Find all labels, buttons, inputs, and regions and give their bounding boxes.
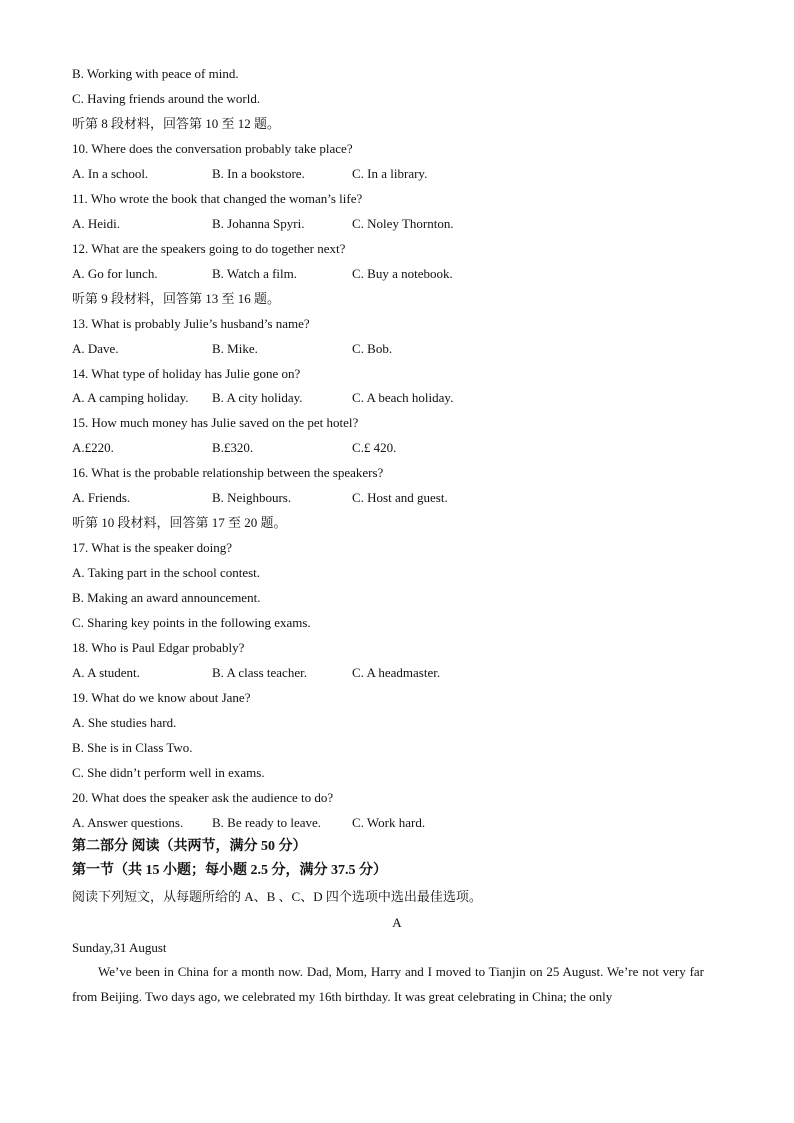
option-line: C. Having friends around the world. [72, 91, 261, 106]
option-a: A. A student. [72, 665, 140, 680]
option-b: B. Neighbours. [212, 490, 292, 505]
option-b: B. Making an award announcement. [72, 590, 261, 605]
option-c: C. Work hard. [352, 815, 426, 830]
option-c: C. A beach holiday. [352, 390, 454, 405]
option-b: B. Johanna Spyri. [212, 216, 305, 231]
section-instruction: 听第 8 段材料，回答第 10 至 12 题。 [72, 116, 281, 131]
option-c: C. A headmaster. [352, 665, 441, 680]
option-a: A. She studies hard. [72, 715, 177, 730]
section-instruction: 听第 9 段材料，回答第 13 至 16 题。 [72, 291, 281, 306]
option-c: C. Noley Thornton. [352, 216, 454, 231]
option-a: A. Dave. [72, 341, 119, 356]
option-c: C. She didn’t perform well in exams. [72, 765, 265, 780]
option-a: A. Answer questions. [72, 815, 184, 830]
option-c: C. Sharing key points in the following exams. [72, 615, 311, 630]
question-12: 12. What are the speakers going to do together next? [72, 241, 346, 256]
option-b: B. A city holiday. [212, 390, 303, 405]
option-b: B. She is in Class Two. [72, 740, 193, 755]
option-b: B. Watch a film. [212, 266, 298, 281]
question-16: 16. What is the probable relationship between the speakers? [72, 465, 384, 480]
option-a: A. Friends. [72, 490, 131, 505]
passage-paragraph: We’ve been in China for a month now. Dad, Mom, Harry and I moved to Tianjin on 25 August. We’re not very far from Beijing. Two days ago, we celebrated my 16th birthday. It was great celebrating in China; the only [72, 964, 704, 1004]
reading-instruction: 阅读下列短文，从每题所给的 A、B 、C、D 四个选项中选出最佳选项。 [72, 889, 482, 904]
option-a: A. In a school. [72, 166, 149, 181]
option-c: C. In a library. [352, 166, 428, 181]
question-15: 15. How much money has Julie saved on the pet hotel? [72, 415, 359, 430]
question-19: 19. What do we know about Jane? [72, 690, 251, 705]
option-line: B. Working with peace of mind. [72, 66, 239, 81]
question-10: 10. Where does the conversation probably take place? [72, 141, 353, 156]
passage-label: A [392, 915, 402, 930]
option-c: C. Buy a notebook. [352, 266, 453, 281]
question-11: 11. Who wrote the book that changed the woman’s life? [72, 191, 363, 206]
option-b: B.£320. [212, 440, 254, 455]
part-heading: 第二部分 阅读（共两节，满分 50 分） [72, 839, 307, 854]
option-b: B. Be ready to leave. [212, 815, 322, 830]
option-a: A.£220. [72, 440, 114, 455]
diary-date: Sunday,31 August [72, 940, 167, 955]
section-heading: 第一节（共 15 小题；每小题 2.5 分，满分 37.5 分） [72, 863, 387, 878]
option-a: A. Go for lunch. [72, 266, 158, 281]
option-a: A. A camping holiday. [72, 390, 189, 405]
section-instruction: 听第 10 段材料，回答第 17 至 20 题。 [72, 515, 287, 530]
option-b: B. Mike. [212, 341, 258, 356]
question-18: 18. Who is Paul Edgar probably? [72, 640, 245, 655]
option-c: C. Host and guest. [352, 490, 448, 505]
option-c: C.£ 420. [352, 440, 397, 455]
option-a: A. Heidi. [72, 216, 121, 231]
option-b: B. A class teacher. [212, 665, 307, 680]
question-17: 17. What is the speaker doing? [72, 540, 233, 555]
question-20: 20. What does the speaker ask the audience to do? [72, 790, 334, 805]
option-c: C. Bob. [352, 341, 393, 356]
option-b: B. In a bookstore. [212, 166, 305, 181]
question-14: 14. What type of holiday has Julie gone on? [72, 366, 301, 381]
option-a: A. Taking part in the school contest. [72, 565, 261, 580]
question-13: 13. What is probably Julie’s husband’s name? [72, 316, 310, 331]
